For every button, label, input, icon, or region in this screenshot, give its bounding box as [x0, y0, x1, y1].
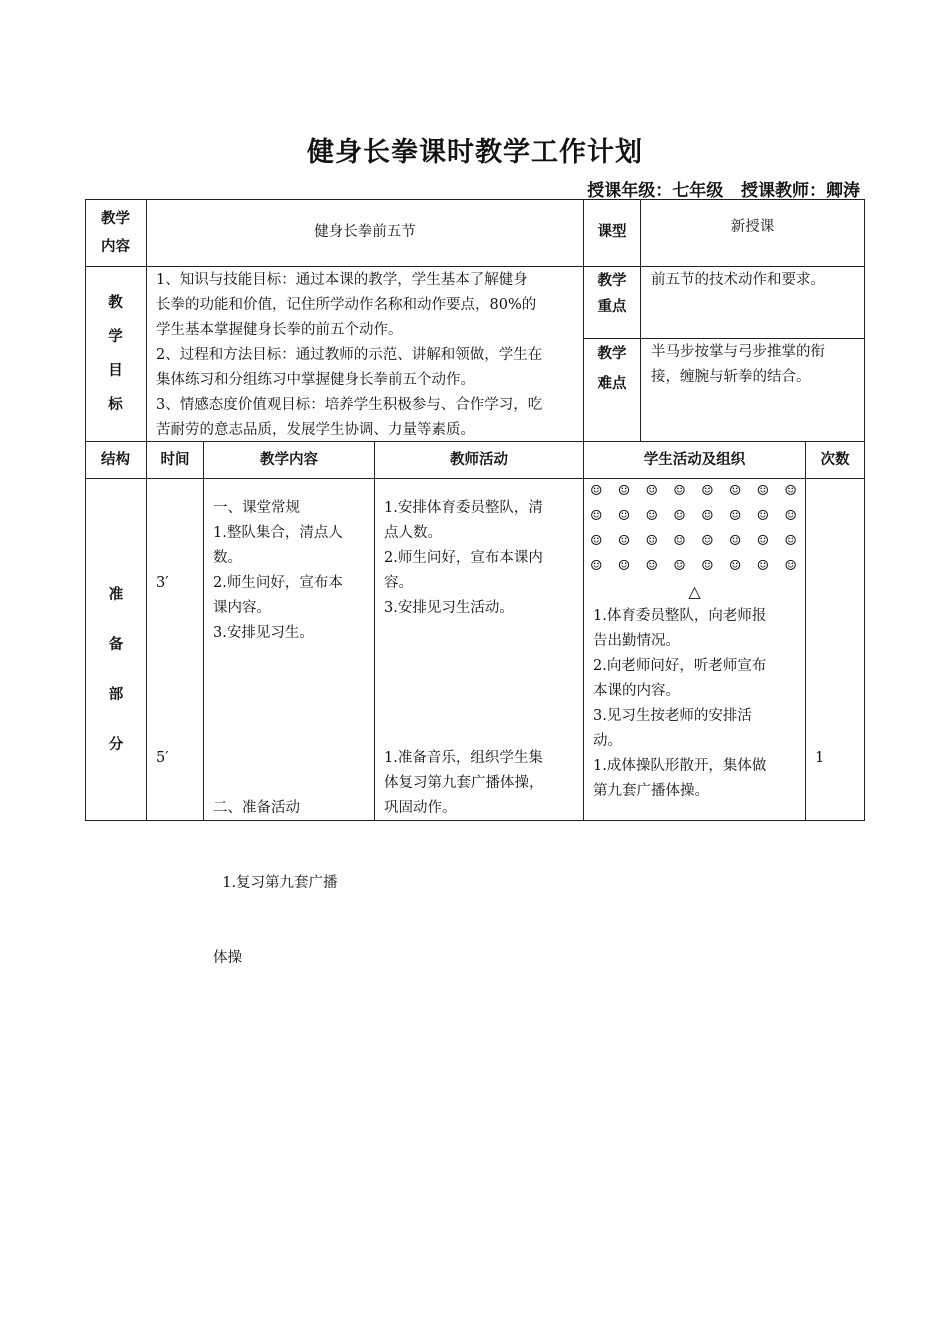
diff-value-line: 接，缠腕与斩拳的结合。	[651, 369, 811, 385]
prep-student-line: 1.体育委员整队，向老师报	[593, 608, 767, 624]
student-smiley-icon: ☺	[590, 483, 603, 499]
goals-label-char: 学	[108, 329, 123, 345]
prep-student-line: 本课的内容。	[593, 683, 680, 699]
prep-structure-char: 准	[108, 587, 124, 603]
key-label-cell	[584, 267, 641, 339]
diff-label-line: 教学	[597, 346, 627, 362]
goals-line: 长拳的功能和价值，记住所学动作名称和动作要点，80%的	[156, 297, 537, 313]
student-smiley-icon: ☺	[673, 533, 686, 549]
prep-structure-cell	[85, 479, 147, 821]
student-smiley-icon: ☺	[784, 558, 797, 574]
prep-content-line: 1.整队集合，清点人	[213, 525, 343, 541]
student-smiley-icon: ☺	[784, 483, 797, 499]
col-header-count: 次数	[806, 442, 865, 479]
content-label-line: 内容	[101, 238, 130, 255]
goals-line: 2、过程和方法目标：通过教师的示范、讲解和领做，学生在	[156, 347, 543, 363]
diff-label-line: 难点	[597, 376, 627, 392]
col-header-content: 教学内容	[204, 442, 375, 479]
prep-content-line: 数。	[213, 550, 242, 566]
student-smiley-icon: ☺	[617, 508, 631, 524]
prep-teacher-line: 2.师生问好，宣布本课内	[384, 550, 543, 566]
prep-content-line: 3.安排见习生。	[213, 625, 314, 641]
diff-value-cell	[641, 339, 865, 442]
student-smiley-icon: ☺	[645, 508, 659, 524]
student-smiley-icon: ☺	[701, 533, 714, 549]
prep-content-line: 课内容。	[213, 600, 271, 616]
formation-row	[584, 529, 805, 554]
prep-teacher-line: 巩固动作。	[384, 800, 457, 816]
type-value-cell	[641, 199, 865, 267]
student-smiley-icon: ☺	[756, 508, 770, 524]
prep-student-line: 动。	[593, 733, 622, 749]
student-smiley-icon: ☺	[756, 558, 770, 574]
student-smiley-icon: ☺	[673, 558, 686, 574]
prep-teacher-line: 点人数。	[384, 525, 442, 541]
formation-row	[584, 504, 805, 529]
col-header-teacher: 教师活动	[375, 442, 584, 479]
student-smiley-icon: ☺	[673, 508, 686, 524]
goals-label-cell	[85, 267, 147, 442]
formation-row	[584, 479, 805, 504]
prep-student-line: 1.成体操队形散开，集体做	[593, 758, 767, 774]
student-smiley-icon: ☺	[728, 508, 742, 524]
prep-content-cell	[204, 479, 375, 966]
student-smiley-icon: ☺	[617, 558, 631, 574]
key-value-cell	[641, 267, 865, 339]
student-smiley-icon: ☺	[701, 483, 714, 499]
goals-label-char: 教	[108, 295, 123, 311]
student-smiley-icon: ☺	[617, 533, 631, 549]
prep-content-line: 体操	[213, 950, 242, 966]
content-value-cell	[147, 199, 584, 267]
prep-student-line: 3.见习生按老师的安排活	[593, 708, 752, 724]
content-label-line: 教学	[101, 210, 130, 227]
grade-teacher-info: 授课年级：七年级 授课教师：卿涛	[587, 181, 860, 201]
student-smiley-icon: ☺	[756, 533, 770, 549]
formation-row	[584, 554, 805, 579]
student-smiley-icon: ☺	[728, 558, 742, 574]
key-label-line: 重点	[597, 299, 627, 315]
content-value: 健身长拳前五节	[314, 224, 416, 240]
prep-student-line: 告出勤情况。	[593, 633, 680, 649]
type-label-cell	[584, 199, 641, 267]
prep-teacher-line: 3.安排见习生活动。	[384, 600, 514, 616]
diff-label-cell	[584, 339, 641, 442]
student-smiley-icon: ☺	[590, 508, 603, 524]
student-smiley-icon: ☺	[784, 533, 797, 549]
student-smiley-icon: ☺	[784, 508, 797, 524]
content-label-cell	[85, 199, 147, 267]
goals-label-char: 目	[108, 363, 123, 379]
type-label: 课型	[597, 224, 627, 240]
goals-line: 1、知识与技能目标：通过本课的教学，学生基本了解健身	[156, 272, 528, 288]
prep-teacher-line: 体复习第九套广播体操，	[384, 775, 544, 791]
student-smiley-icon: ☺	[756, 483, 770, 499]
goals-label-char: 标	[108, 397, 123, 413]
prep-count-cell	[806, 479, 865, 821]
type-value: 新授课	[730, 219, 775, 235]
prep-time-2: 5′	[156, 750, 169, 766]
prep-count: 1	[815, 750, 825, 766]
goals-line: 集体练习和分组练习中掌握健身长拳前五个动作。	[156, 372, 475, 388]
teacher-triangle-icon: △	[688, 582, 701, 601]
goals-line: 学生基本掌握健身长拳的前五个动作。	[156, 322, 403, 338]
prep-content-line: 二、准备活动	[213, 800, 300, 816]
key-label-line: 教学	[597, 273, 627, 289]
prep-student-line: 2.向老师问好，听老师宣布	[593, 658, 767, 674]
goals-line: 苦耐劳的意志品质，发展学生协调、力量等素质。	[156, 422, 475, 438]
prep-teacher-line: 1.准备音乐，组织学生集	[384, 750, 543, 766]
student-smiley-icon: ☺	[728, 533, 742, 549]
prep-structure-char: 分	[108, 737, 124, 753]
student-smiley-icon: ☺	[645, 533, 659, 549]
student-smiley-icon: ☺	[673, 483, 686, 499]
prep-time-1: 3′	[156, 575, 169, 591]
student-smiley-icon: ☺	[645, 483, 659, 499]
diff-value-line: 半马步按掌与弓步推掌的衔	[651, 344, 825, 360]
prep-student-line: 第九套广播体操。	[593, 783, 709, 799]
student-smiley-icon: ☺	[590, 533, 603, 549]
prep-teacher-cell	[375, 479, 584, 821]
prep-structure-char: 备	[108, 637, 124, 653]
key-value: 前五节的技术动作和要求。	[651, 272, 825, 288]
student-smiley-icon: ☺	[617, 483, 631, 499]
prep-content-line: 2.师生问好，宣布本	[213, 575, 343, 591]
prep-student-cell	[584, 479, 806, 821]
student-smiley-icon: ☺	[701, 508, 714, 524]
prep-teacher-line: 容。	[384, 575, 413, 591]
student-smiley-icon: ☺	[701, 558, 714, 574]
prep-structure-char: 部	[108, 687, 124, 703]
goals-text-cell	[147, 267, 584, 442]
prep-time-cell	[147, 479, 204, 821]
col-header-student: 学生活动及组织	[584, 442, 806, 479]
student-smiley-icon: ☺	[728, 483, 742, 499]
goals-line: 3、情感态度价值观目标：培养学生积极参与、合作学习，吃	[156, 397, 543, 413]
col-header-structure: 结构	[85, 442, 147, 479]
student-smiley-icon: ☺	[590, 558, 603, 574]
prep-content-line: 一、课堂常规	[213, 500, 300, 516]
page-title: 健身长拳课时教学工作计划	[307, 137, 643, 168]
prep-teacher-line: 1.安排体育委员整队，清	[384, 500, 543, 516]
col-header-time: 时间	[147, 442, 204, 479]
prep-content-line: 1.复习第九套广播	[213, 875, 338, 891]
student-smiley-icon: ☺	[645, 558, 659, 574]
